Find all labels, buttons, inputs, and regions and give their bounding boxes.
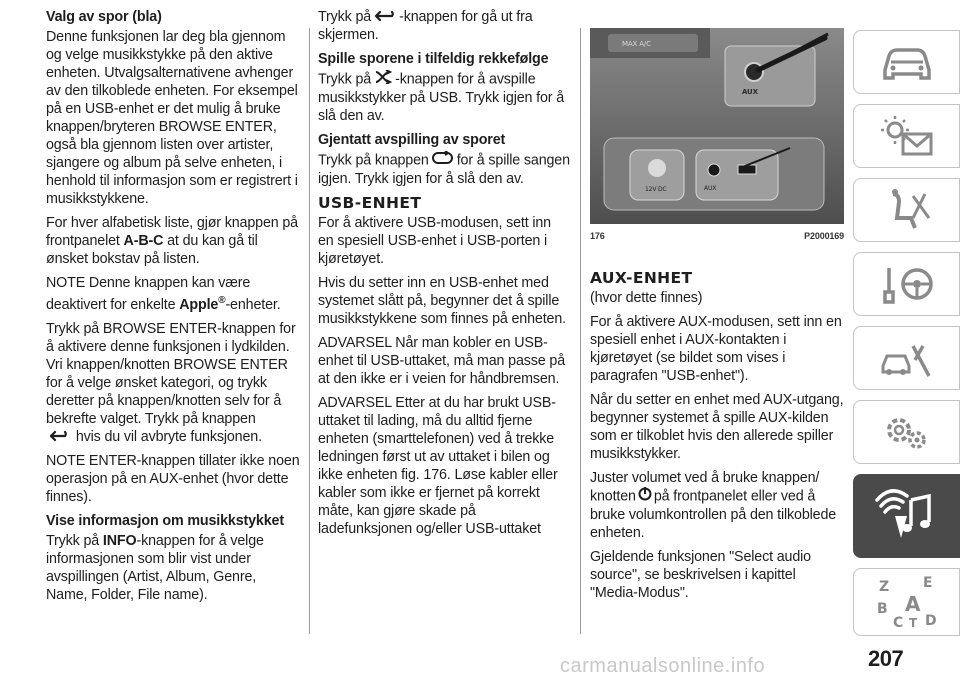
brand-apple: Apple bbox=[179, 296, 219, 313]
paragraph-usb-insert: Hvis du setter inn en USB-enhet med systemet slått på, begynner det å spille musikkstykkene som finnes på enheten. bbox=[318, 275, 566, 328]
warning-charging: ADVARSEL Etter at du har brukt USB-uttaket til lading, må du alltid fjerne enheten (smarttelefonen) ved å trekke ledningen først ut av uttaket i bilen og ikke enheten fig. 176. Løse kabler eller kabler som ikke er fjernet på korrekt måte, kan gjøre skade på ladefunksjonen og/eller USB-uttaket bbox=[318, 395, 558, 538]
sidebar-tab-index[interactable] bbox=[853, 568, 960, 636]
warning-lights-icon bbox=[875, 114, 939, 158]
svg-text:E: E bbox=[922, 575, 933, 591]
column-divider bbox=[309, 28, 310, 634]
svg-text:Z: Z bbox=[878, 579, 889, 595]
sidebar-tab-starting[interactable] bbox=[853, 252, 960, 316]
key-steering-icon bbox=[875, 262, 939, 306]
figure-number: 176 bbox=[590, 231, 605, 241]
watermark: carmanualsonline.info bbox=[560, 655, 766, 677]
sidebar-tab-safety[interactable] bbox=[853, 178, 960, 242]
sidebar-tab-emergency[interactable] bbox=[853, 326, 960, 390]
paragraph-aux-output: Når du setter en enhet med AUX-utgang, begynner systemet å spille AUX-kilden som er tilkoblet hvis den allerede spiller musikkstykker. bbox=[590, 392, 844, 462]
label-aux-top: AUX bbox=[742, 88, 758, 96]
heading-shuffle: Spille sporene i tilfeldig rekkefølge bbox=[318, 51, 549, 68]
warning-handbrake: ADVARSEL Når man kobler en USB-enhet til USB-uttaket, må man passe på at den ikke er i veien for håndbremsen. bbox=[318, 335, 566, 388]
label-12v: 12V DC bbox=[645, 186, 667, 193]
svg-text:D: D bbox=[924, 613, 937, 629]
multimedia-icon bbox=[871, 486, 943, 546]
svg-text:C: C bbox=[892, 615, 903, 631]
heading-repeat: Gjentatt avspilling av sporet bbox=[318, 132, 506, 149]
label-aux-bottom: AUX bbox=[704, 185, 717, 192]
power-knob-icon bbox=[638, 487, 652, 506]
heading-track-info: Vise informasjon om musikkstykket bbox=[46, 512, 284, 529]
figure-code: P2000169 bbox=[804, 231, 844, 241]
index-az-icon bbox=[871, 573, 943, 631]
key-abc: A-B-C bbox=[123, 233, 164, 249]
note-apple: NOTE Denne knappen kan være deaktivert for enkelte Apple®-enheter. bbox=[46, 275, 281, 313]
paragraph-abc-button: For hver alfabetisk liste, gjør knappen på frontpanelet A-B-C at du kan gå til ønsket bokstav på listen. bbox=[46, 215, 298, 267]
svg-text:B: B bbox=[876, 601, 888, 617]
text-column-middle bbox=[318, 8, 570, 544]
svg-text:T: T bbox=[908, 616, 917, 630]
label-max-ac: MAX A/C bbox=[622, 40, 651, 48]
heading-usb: USB-ENHET bbox=[318, 194, 422, 213]
text-column-left bbox=[46, 8, 300, 610]
paragraph-track-select: Denne funksjonen lar deg bla gjennom og velge musikkstykke på den aktive enheten. Utvalgsalternativene avhenger av den tilkoblede enheten. For eksempel på en USB-enhet er det mulig å bruke knappen/bryteren BROWSE ENTER, også bla gjennom listen over artister, sjangere og album på selve enheten, i henhold til informasjon som er registrert i musikkstykkene. bbox=[46, 29, 298, 207]
paragraph-select-source: Gjeldende funksjonen "Select audio source", se beskrivelsen i kapittel "Media-Modus". bbox=[590, 549, 811, 601]
chapter-sidebar bbox=[853, 30, 960, 640]
note-enter-aux: NOTE ENTER-knappen tillater ikke noen operasjon på en AUX-enhet (hvor dette finnes). bbox=[46, 452, 300, 505]
paragraph-aux-volume: Juster volumet ved å bruke knappen/ knotten på frontpanelet eller ved å bruke volumkontrollen på den tilkoblede enheten. bbox=[590, 470, 837, 541]
breakdown-icon bbox=[875, 336, 939, 380]
sidebar-tab-maintenance[interactable] bbox=[853, 400, 960, 464]
seat-airbag-icon bbox=[875, 188, 939, 232]
svg-text:A: A bbox=[904, 592, 920, 616]
paragraph-aux-activate: For å aktivere AUX-modusen, sett inn en spesiell enhet i AUX-kontakten i kjøretøyet (se bildet som vises i paragrafen "USB-enhet"). bbox=[590, 314, 842, 384]
service-gears-icon bbox=[875, 410, 939, 454]
paragraph-shuffle: Trykk på -knappen for å avspille musikkstykker på USB. Trykk igjen for å slå den av. bbox=[318, 71, 565, 125]
sidebar-tab-multimedia[interactable] bbox=[853, 474, 960, 558]
shuffle-icon bbox=[373, 70, 393, 89]
paragraph-browse-enter: Trykk på BROWSE ENTER-knappen for å aktivere denne funksjonen i lydkilden. Vri knappen/knotten BROWSE ENTER for å velge ønsket kategori, og trykk deretter på knappen/knotten selv for å bekrefte valget. Trykk på knappen hvis du vil avbryte funksjonen. bbox=[46, 320, 296, 445]
paragraph-exit: Trykk på -knappen for gå ut fra skjermen. bbox=[318, 9, 533, 44]
text-column-right bbox=[590, 8, 844, 608]
page-number: 207 bbox=[868, 646, 904, 671]
sidebar-tab-dashboard[interactable] bbox=[853, 104, 960, 168]
paragraph-info: Trykk på INFO-knappen for å velge informasjonen som blir vist under avspillingen (Artist, Album, Genre, Name, Folder, File name). bbox=[46, 532, 264, 603]
figure-usb-aux-ports bbox=[590, 28, 844, 224]
back-arrow-icon bbox=[373, 8, 397, 26]
heading-aux: AUX-ENHET bbox=[590, 269, 693, 287]
column-divider bbox=[580, 28, 581, 634]
heading-track-select: Valg av spor (bla) bbox=[46, 9, 162, 25]
back-arrow-icon bbox=[48, 428, 70, 446]
car-icon bbox=[875, 40, 939, 84]
subheading-aux: (hvor dette finnes) bbox=[590, 290, 703, 306]
repeat-icon bbox=[431, 151, 455, 170]
key-info: INFO bbox=[102, 532, 137, 549]
figure-photo bbox=[590, 28, 844, 224]
paragraph-usb-activate: For å aktivere USB-modusen, sett inn en spesiell USB-enhet i USB-porten i kjøretøyet. bbox=[318, 215, 551, 268]
paragraph-repeat: Trykk på knappen for å spille sangen igjen. Trykk igjen for å slå den av. bbox=[318, 152, 570, 188]
figure-caption bbox=[590, 227, 844, 245]
sidebar-tab-vehicle[interactable] bbox=[853, 30, 960, 94]
